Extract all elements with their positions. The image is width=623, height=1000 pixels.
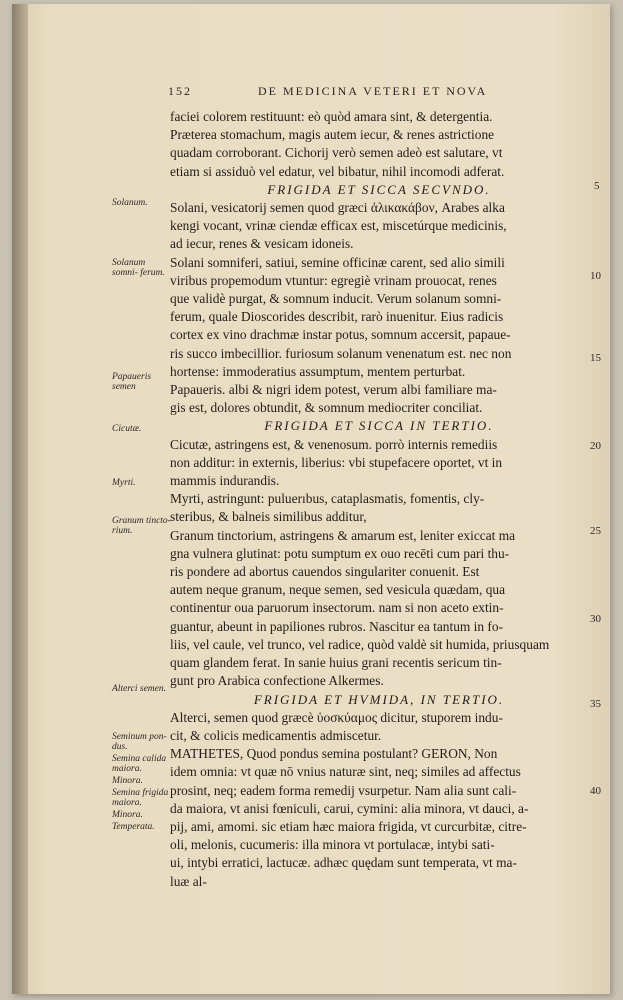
text-line: gunt pro Arabica confectione Alkermes.: [170, 673, 384, 689]
margin-note: Papaueris semen: [112, 372, 152, 392]
text-line: autem neque granum, neque semen, sed vesicula quædam, qua: [170, 582, 506, 598]
margin-note: Solanum.: [112, 198, 148, 208]
text-line: ui, intybi erratici, lactucæ. adhæc quędam sunt temperata, vt ma-: [170, 855, 517, 871]
text-line: Solani, vesicatorij semen quod græci ἀλικακάβον, Arabes alka: [170, 200, 505, 216]
text-line: gis est, dolores obtundit, & somnum mediocriter conciliat.: [170, 400, 483, 416]
margin-note: Semina frigida maiora.: [112, 788, 169, 808]
text-line: idem omnia: vt quæ nō vnius naturæ sint, neq; similes ad affectus: [170, 764, 521, 780]
text-line: Myrti, astringunt: puluerıbus, cataplasmatis, fomentis, cly-: [170, 491, 485, 507]
book-spine: [12, 4, 28, 994]
text-line: kengi vocant, vrinæ ciendæ efficax est, miscetúrque medicinis,: [170, 218, 507, 234]
running-head: DE MEDICINA VETERI ET NOVA: [258, 84, 488, 98]
margin-note: Temperata.: [112, 822, 155, 832]
text-line: cit, & colicis medicamentis admiscetur.: [170, 727, 382, 743]
page-number: 152: [168, 84, 192, 98]
text-line: ris succo imbecillior. furiosum solanum venenatum est. nec non: [170, 345, 512, 361]
text-line: Præterea stomachum, magis autem iecur, & renes astrictione: [170, 127, 495, 143]
margin-note: Solanum somni- ferum.: [112, 258, 165, 278]
line-number: 10: [590, 270, 601, 282]
text-line: ris pondere ad abortus cauendos singulariter conuenit. Est: [170, 564, 480, 580]
text-line: continentur oua paruorum insectorum. nam si non aceto extin-: [170, 600, 504, 616]
margin-note: Semina calida maiora.: [112, 754, 167, 774]
text-line: cortex ex vino drachmæ instar potus, somnum accersit, papaue-: [170, 327, 511, 343]
text-line: pij, ami, amomi. sic etiam hæc maiora frigida, vt curcurbitæ, citre-: [170, 818, 527, 834]
text-line: Granum tinctorium, astringens & amarum est, leniter exiccat ma: [170, 527, 516, 543]
text-line: ad iecur, renes & vesicam idoneis.: [170, 236, 354, 252]
text-line: da maiora, vt anisi fœniculi, carui, cymini: alia minora, vt dauci, a-: [170, 800, 529, 816]
text-line: faciei colorem restituunt: eò quòd amara sint, & detergentia.: [170, 109, 493, 124]
margin-note: Minora.: [112, 776, 143, 786]
line-number: 30: [590, 613, 601, 625]
text-line: viribus propemodum vtuntur: egregiè vrinam prouocat, renes: [170, 272, 497, 288]
text-line: oli, melonis, cucumeris: illa minora vt portulacæ, intybi sati-: [170, 837, 495, 853]
main-text: [170, 108, 588, 891]
text-line: quadam corroborant. Cichorij verò semen adeò est salutare, vt: [170, 145, 503, 161]
text-line: quam glandem ferat. In sanie huius grani recentis sericum tin-: [170, 655, 502, 671]
section-heading: FRIGIDA ET SICCA IN TERTIO.: [264, 418, 494, 434]
text-line: hortense: immoderatius assumptum, mentem perturbat.: [170, 363, 466, 379]
text-line: liis, vel caule, vel trunco, vel radice, quòd valdè sit humida, priusquam: [170, 636, 550, 652]
text-line: gna vulnera glutinat: potu sumptum ex ouo recēti cum pari thu-: [170, 545, 510, 561]
text-line: prosint, neq; eadem forma remedij vsurpetur. Nam alia sunt cali-: [170, 782, 517, 798]
margin-note: Myrti.: [112, 478, 136, 488]
text-line: etiam si assiduò vel edatur, vel bibatur, nihil incomodi adferat.: [170, 163, 505, 179]
text-line: ferum, quale Dioscorides describit, rarò inuenitur. Eius radicis: [170, 309, 504, 325]
line-number: 40: [590, 785, 601, 797]
margin-note: Alterci semen.: [112, 684, 166, 694]
text-line: mammis indurandis.: [170, 473, 280, 489]
text-line: Papaueris. albi & nigri idem potest, verum albi familiare ma-: [170, 382, 497, 398]
text-line: guantur, abeunt in papiliones rubros. Nascitur ea tantum in fo-: [170, 618, 504, 634]
text-line: MATHETES, Quod pondus semina postulant? GERON, Non: [170, 746, 498, 762]
text-line: Cicutæ, astringens est, & venenosum. porrò internis remediis: [170, 436, 498, 452]
line-number: 20: [590, 440, 601, 452]
line-number: 5: [594, 180, 600, 192]
margin-note: Cicutæ.: [112, 424, 142, 434]
section-heading: FRIGIDA ET HVMIDA, IN TERTIO.: [253, 691, 505, 707]
margin-note: Granum tincto- rium.: [112, 516, 171, 536]
text-line: Solani somniferi, satiui, semine officinæ carent, sed alio simili: [170, 254, 505, 270]
margin-note: Seminum pon- dus.: [112, 732, 167, 752]
text-line: non additur: in externis, liberius: vbi stupefacere oportet, vt in: [170, 454, 503, 470]
text-line: luæ al-: [170, 873, 207, 889]
text-line: steribus, & balneis similibus additur,: [170, 509, 367, 525]
text-line: Alterci, semen quod græcè ὑοσκύαμος dicitur, stuporem indu-: [170, 709, 503, 725]
line-number: 15: [590, 352, 601, 364]
line-number: 25: [590, 525, 601, 537]
line-number: 35: [590, 698, 601, 710]
text-line: que validè purgat, & somnum inducit. Verum solanum somni-: [170, 291, 502, 307]
section-heading: FRIGIDA ET SICCA SECVNDO.: [267, 181, 491, 197]
margin-note: Minora.: [112, 810, 143, 820]
